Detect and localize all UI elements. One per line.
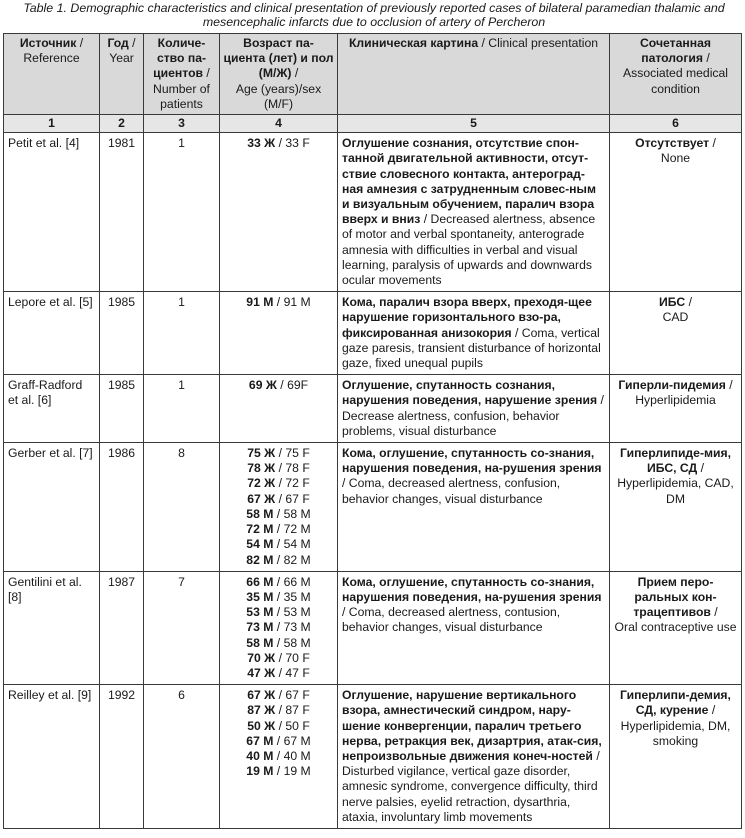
age-sex-en: 58 M xyxy=(283,635,311,650)
condition-ru: Гиперлипи-демия, СД, курение xyxy=(620,688,731,718)
age-sex-ru: 91 М xyxy=(246,295,274,310)
age-sex-en: 75 F xyxy=(285,446,310,461)
age-sex-ru: 78 Ж xyxy=(247,461,276,476)
table-caption: Table 1. Demographic characteristics and clinical presentation of previously reported cases of bilateral paramedian thalamic and mesencephalic infarcts due to occlusion of artery of Percheron xyxy=(23,1,725,29)
condition-cell: Гиперлипиде-мия, ИБС, СД / Hyperlipidemia, CAD, DM xyxy=(610,443,742,572)
column-number: 4 xyxy=(220,115,338,133)
age-sex-en: 70 F xyxy=(285,650,310,665)
age-sex-entry: 91 М / 91 M xyxy=(246,295,311,310)
age-sex-en: 69F xyxy=(287,378,309,393)
condition-cell: Прием перо-ральных кон-трацептивов / Oral contraceptive use xyxy=(610,571,742,684)
age-sex-ru: 66 М xyxy=(246,574,274,589)
table-row xyxy=(4,685,742,829)
age-sex-en: 33 F xyxy=(285,136,310,151)
clinical-cell: Оглушение, спутанность сознания, нарушения поведения, нарушение зрения / Decrease alertness, confusion, behavior problems, visual disturbance xyxy=(338,375,610,443)
table-row xyxy=(4,571,742,684)
condition-ru: Прием перо-ральных кон-трацептивов xyxy=(633,574,717,620)
age-sex-en: 40 M xyxy=(283,748,311,763)
patients-cell: 1 xyxy=(144,292,220,375)
age-sex-cell xyxy=(220,685,338,829)
clinical-cell: Кома, паралич взора вверх, преходя-щее нарушение горизонтального взо-ра, фиксированная анизокория / Coma, vertical gaze paresis, transient disturbance of horizontal gaze, fixed unequal pupils xyxy=(338,292,610,375)
age-sex-ru: 58 М xyxy=(246,635,274,650)
clinical-ru: Оглушение, нарушение вертикального взора, амнестический синдром, нару-шение конвергенции, паралич третьего нерва, ретракция век, дизартрия, атак-сия, непроизвольные движения конеч-ностей xyxy=(342,688,602,763)
condition-ru: Гиперли-пидемия xyxy=(618,378,726,393)
condition-cell: Гиперлипи-демия, СД, курение / Hyperlipidemia, DM, smoking xyxy=(610,685,742,829)
condition-en: Oral contraceptive use xyxy=(614,620,737,635)
age-sex-entry: 40 М / 40 M xyxy=(246,748,311,763)
age-sex-ru: 87 Ж xyxy=(247,703,276,718)
age-sex-ru: 50 Ж xyxy=(247,718,276,733)
clinical-ru: Оглушение сознания, отсутствие спон-танной двигательной активности, отсут-ствие словесного контакта, антероград-ная амнезия с затрудненным словес-ным и визуальным обучением, паралич взора вверх и вниз xyxy=(342,136,596,227)
reference-cell: Graff-Radford et al. [6] xyxy=(4,375,100,443)
age-sex-entry: 82 М / 82 M xyxy=(246,552,311,567)
age-sex-en: 50 F xyxy=(285,718,310,733)
clinical-cell: Кома, оглушение, спутанность со-знания, нарушения поведения, на-рушения зрения / Coma, decreased alertness, contusion, behavior changes, visual disturbance xyxy=(338,571,610,684)
column-number: 1 xyxy=(4,115,100,133)
patients-cell: 1 xyxy=(144,375,220,443)
age-sex-en: 82 M xyxy=(283,552,311,567)
clinical-ru: Кома, паралич взора вверх, преходя-щее нарушение горизонтального взо-ра, фиксированная анизокория xyxy=(342,295,592,340)
age-sex-entry: 47 Ж / 47 F xyxy=(247,665,310,680)
condition-en: CAD xyxy=(662,310,689,325)
age-sex-entry: 87 Ж / 87 F xyxy=(247,703,310,718)
condition-en: Hyperlipidemia xyxy=(635,393,716,408)
clinical-ru: Оглушение, спутанность сознания, нарушения поведения, нарушение зрения xyxy=(342,378,598,408)
column-number: 3 xyxy=(144,115,220,133)
condition-cell: ИБС / CAD xyxy=(610,292,742,375)
table-body xyxy=(4,133,742,829)
reference-cell: Lepore et al. [5] xyxy=(4,292,100,375)
year-cell: 1985 xyxy=(100,292,144,375)
age-sex-ru: 73 М xyxy=(246,620,274,635)
year-cell: 1987 xyxy=(100,571,144,684)
age-sex-en: 67 F xyxy=(285,491,310,506)
age-sex-entry: 75 Ж / 75 F xyxy=(247,446,310,461)
age-sex-ru: 75 Ж xyxy=(247,446,276,461)
age-sex-ru: 67 Ж xyxy=(247,491,276,506)
clinical-en: Disturbed vigilance, vertical gaze disorder, amnesic syndrome, convergence difficulty, third nerve palsies, eyelid retraction, dysarthria, ataxia, involuntary limb movements xyxy=(342,764,598,824)
age-sex-entry: 66 М / 66 M xyxy=(246,574,311,589)
patients-cell: 6 xyxy=(144,685,220,829)
age-sex-entry: 33 Ж / 33 F xyxy=(247,136,310,151)
clinical-en: Coma, vertical gaze paresis, transient disturbance of horizontal gaze, fixed unequal pupils xyxy=(342,325,601,371)
header-year: Год / Year xyxy=(100,34,144,115)
age-sex-ru: 72 Ж xyxy=(247,476,276,491)
reference-cell: Gentilini et al. [8] xyxy=(4,571,100,684)
clinical-en: Coma, decreased alertness, contusion, behavior changes, visual disturbance xyxy=(342,605,561,635)
age-sex-en: 54 M xyxy=(283,537,311,552)
age-sex-en: 72 F xyxy=(285,476,310,491)
condition-en: None xyxy=(660,151,691,166)
clinical-ru: Кома, оглушение, спутанность со-знания, нарушения поведения, на-рушения зрения xyxy=(342,574,602,604)
table-row xyxy=(4,133,742,292)
clinical-cell: Кома, оглушение, спутанность со-знания, нарушения поведения, на-рушения зрения / Coma, decreased alertness, confusion, behavior changes, visual disturbance xyxy=(338,443,610,572)
header-row xyxy=(4,34,742,115)
condition-cell: Гиперли-пидемия / Hyperlipidemia xyxy=(610,375,742,443)
age-sex-entry: 67 М / 67 M xyxy=(246,733,311,748)
age-sex-entry: 78 Ж / 78 F xyxy=(247,461,310,476)
age-sex-en: 73 M xyxy=(283,620,311,635)
age-sex-ru: 67 Ж xyxy=(247,688,276,703)
reference-cell: Petit et al. [4] xyxy=(4,133,100,292)
age-sex-ru: 35 М xyxy=(246,589,274,604)
clinical-en: Coma, decreased alertness, confusion, behavior changes, visual disturbance xyxy=(342,476,561,506)
age-sex-cell xyxy=(220,292,338,375)
age-sex-ru: 47 Ж xyxy=(247,665,276,680)
age-sex-en: 91 M xyxy=(283,295,311,310)
age-sex-ru: 82 М xyxy=(246,552,274,567)
age-sex-cell xyxy=(220,571,338,684)
header-patients: Количе-ство па-циентов / Number of patients xyxy=(144,34,220,115)
column-number: 5 xyxy=(338,115,610,133)
age-sex-entry: 19 М / 19 M xyxy=(246,764,311,779)
clinical-en: Decreased alertness, absence of motor and verbal spontaneity, anterograde amnesia with difficulties in verbal and visual learning, paralysis of upwards and downwards ocular movements xyxy=(342,212,596,288)
age-sex-entry: 58 М / 58 M xyxy=(246,506,311,521)
age-sex-entry: 73 М / 73 M xyxy=(246,620,311,635)
header-condition: Сочетанная патология / Associated medical condition xyxy=(610,34,742,115)
year-cell: 1981 xyxy=(100,133,144,292)
age-sex-ru: 33 Ж xyxy=(247,136,276,151)
age-sex-en: 35 M xyxy=(283,589,311,604)
year-cell: 1985 xyxy=(100,375,144,443)
patients-cell: 1 xyxy=(144,133,220,292)
age-sex-en: 67 F xyxy=(285,688,310,703)
age-sex-cell xyxy=(220,443,338,572)
age-sex-entry: 69 Ж / 69F xyxy=(248,378,309,393)
age-sex-en: 47 F xyxy=(285,665,310,680)
year-cell: 1986 xyxy=(100,443,144,572)
age-sex-entry: 53 М / 53 M xyxy=(246,605,311,620)
age-sex-en: 87 F xyxy=(285,703,310,718)
condition-ru: Отсутствует xyxy=(635,136,710,151)
age-sex-ru: 70 Ж xyxy=(247,650,276,665)
column-number: 2 xyxy=(100,115,144,133)
condition-ru: Гиперлипиде-мия, ИБС, СД xyxy=(619,446,732,476)
age-sex-en: 66 M xyxy=(283,574,311,589)
age-sex-entry: 72 М / 72 M xyxy=(246,522,311,537)
table-row xyxy=(4,375,742,443)
age-sex-en: 67 M xyxy=(283,733,311,748)
age-sex-cell xyxy=(220,375,338,443)
year-cell: 1992 xyxy=(100,685,144,829)
age-sex-ru: 40 М xyxy=(246,748,274,763)
clinical-cell: Оглушение, нарушение вертикального взора, амнестический синдром, нару-шение конвергенции, паралич третьего нерва, ретракция век, дизартрия, атак-сия, непроизвольные движения конеч-ностей / Disturbed vigilance, vertical gaze disorder, amnesic syndrome, convergence difficulty, third nerve palsies, eyelid retraction, dysarthria, ataxia, involuntary limb movements xyxy=(338,685,610,829)
age-sex-en: 72 M xyxy=(283,522,311,537)
reference-cell: Reilley et al. [9] xyxy=(4,685,100,829)
age-sex-en: 78 F xyxy=(285,461,310,476)
age-sex-entry: 67 Ж / 67 F xyxy=(247,491,310,506)
age-sex-entry: 35 М / 35 M xyxy=(246,589,311,604)
clinical-ru: Кома, оглушение, спутанность со-знания, нарушения поведения, на-рушения зрения xyxy=(342,446,602,476)
column-number: 6 xyxy=(610,115,742,133)
age-sex-ru: 72 М xyxy=(246,522,274,537)
header-reference: Источник / Reference xyxy=(4,34,100,115)
age-sex-entry: 54 М / 54 M xyxy=(246,537,311,552)
reference-cell: Gerber et al. [7] xyxy=(4,443,100,572)
age-sex-cell xyxy=(220,133,338,292)
age-sex-en: 19 M xyxy=(283,764,311,779)
condition-en: Hyperlipidemia, DM, smoking xyxy=(620,718,731,748)
clinical-cell: Оглушение сознания, отсутствие спон-танной двигательной активности, отсут-ствие словесного контакта, антероград-ная амнезия с затрудненным словес-ным и визуальным обучением, паралич взора вверх и вниз / Decreased alertness, absence of motor and verbal spontaneity, anterograde amnesia with difficulties in verbal and visual learning, paralysis of upwards and downwards ocular movements xyxy=(338,133,610,292)
column-number-row xyxy=(4,115,742,133)
age-sex-ru: 53 М xyxy=(246,605,274,620)
age-sex-en: 53 M xyxy=(283,605,311,620)
header-clinical: Клиническая картина / Clinical presentation xyxy=(338,34,610,115)
clinical-en: Decrease alertness, confusion, behavior problems, visual disturbance xyxy=(342,408,560,438)
condition-ru: ИБС xyxy=(659,295,686,310)
age-sex-ru: 58 М xyxy=(246,506,274,521)
table-row xyxy=(4,292,742,375)
age-sex-ru: 54 М xyxy=(246,537,274,552)
age-sex-entry: 50 Ж / 50 F xyxy=(247,718,310,733)
patients-cell: 7 xyxy=(144,571,220,684)
age-sex-ru: 69 Ж xyxy=(248,378,277,393)
age-sex-entry: 67 Ж / 67 F xyxy=(247,688,310,703)
age-sex-entry: 70 Ж / 70 F xyxy=(247,650,310,665)
condition-cell: Отсутствует / None xyxy=(610,133,742,292)
table-row xyxy=(4,443,742,572)
age-sex-entry: 58 М / 58 M xyxy=(246,635,311,650)
data-table xyxy=(3,33,742,829)
age-sex-ru: 67 М xyxy=(246,733,274,748)
condition-en: Hyperlipidemia, CAD, DM xyxy=(617,476,734,506)
header-age-sex: Возраст па-циента (лет) и пол (М/Ж) / Age (years)/sex (M/F) xyxy=(220,34,338,115)
age-sex-entry: 72 Ж / 72 F xyxy=(247,476,310,491)
patients-cell: 8 xyxy=(144,443,220,572)
age-sex-en: 58 M xyxy=(283,506,311,521)
age-sex-ru: 19 М xyxy=(246,764,274,779)
